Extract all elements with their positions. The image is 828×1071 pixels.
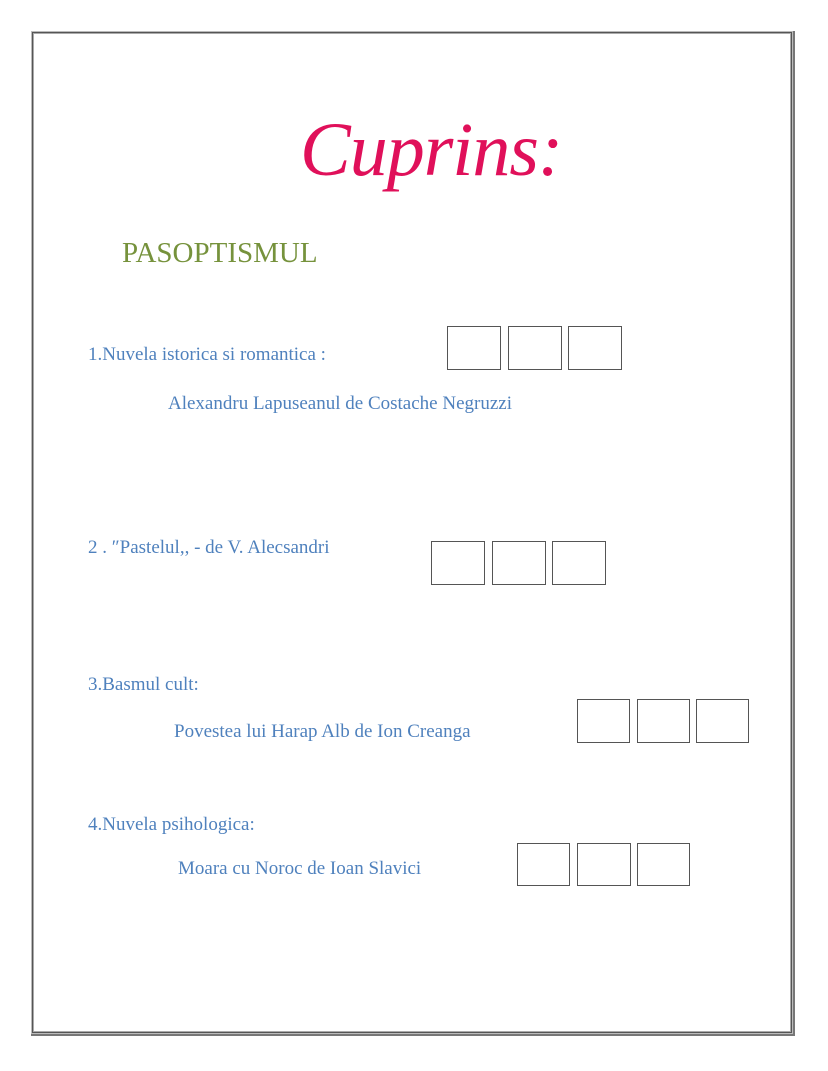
entry-4-heading: 4.Nuvela psihologica: bbox=[88, 814, 255, 835]
entry-2-heading: 2 . ″Pastelul,, - de V. Alecsandri bbox=[88, 537, 330, 558]
entry-1-heading: 1.Nuvela istorica si romantica : bbox=[88, 344, 326, 365]
entry-2-checkbox-3[interactable] bbox=[552, 541, 606, 585]
entry-3-checkbox-2[interactable] bbox=[637, 699, 690, 743]
entry-4-checkbox-3[interactable] bbox=[637, 843, 690, 886]
entry-4-checkbox-2[interactable] bbox=[577, 843, 631, 886]
entry-1-checkbox-3[interactable] bbox=[568, 326, 622, 370]
entry-2-checkbox-2[interactable] bbox=[492, 541, 546, 585]
entry-1-checkbox-2[interactable] bbox=[508, 326, 562, 370]
entry-2-checkbox-1[interactable] bbox=[431, 541, 485, 585]
document-title: Cuprins: bbox=[300, 108, 563, 192]
section-heading: PASOPTISMUL bbox=[122, 237, 318, 269]
entry-4-checkbox-1[interactable] bbox=[517, 843, 570, 886]
entry-1-checkbox-1[interactable] bbox=[447, 326, 501, 370]
entry-3-checkbox-3[interactable] bbox=[696, 699, 749, 743]
entry-3-checkbox-1[interactable] bbox=[577, 699, 630, 743]
entry-4-subtitle: Moara cu Noroc de Ioan Slavici bbox=[178, 858, 422, 879]
entry-3-subtitle: Povestea lui Harap Alb de Ion Creanga bbox=[174, 721, 471, 742]
entry-3-heading: 3.Basmul cult: bbox=[88, 674, 199, 695]
entry-1-subtitle: Alexandru Lapuseanul de Costache Negruzzi bbox=[168, 393, 512, 414]
